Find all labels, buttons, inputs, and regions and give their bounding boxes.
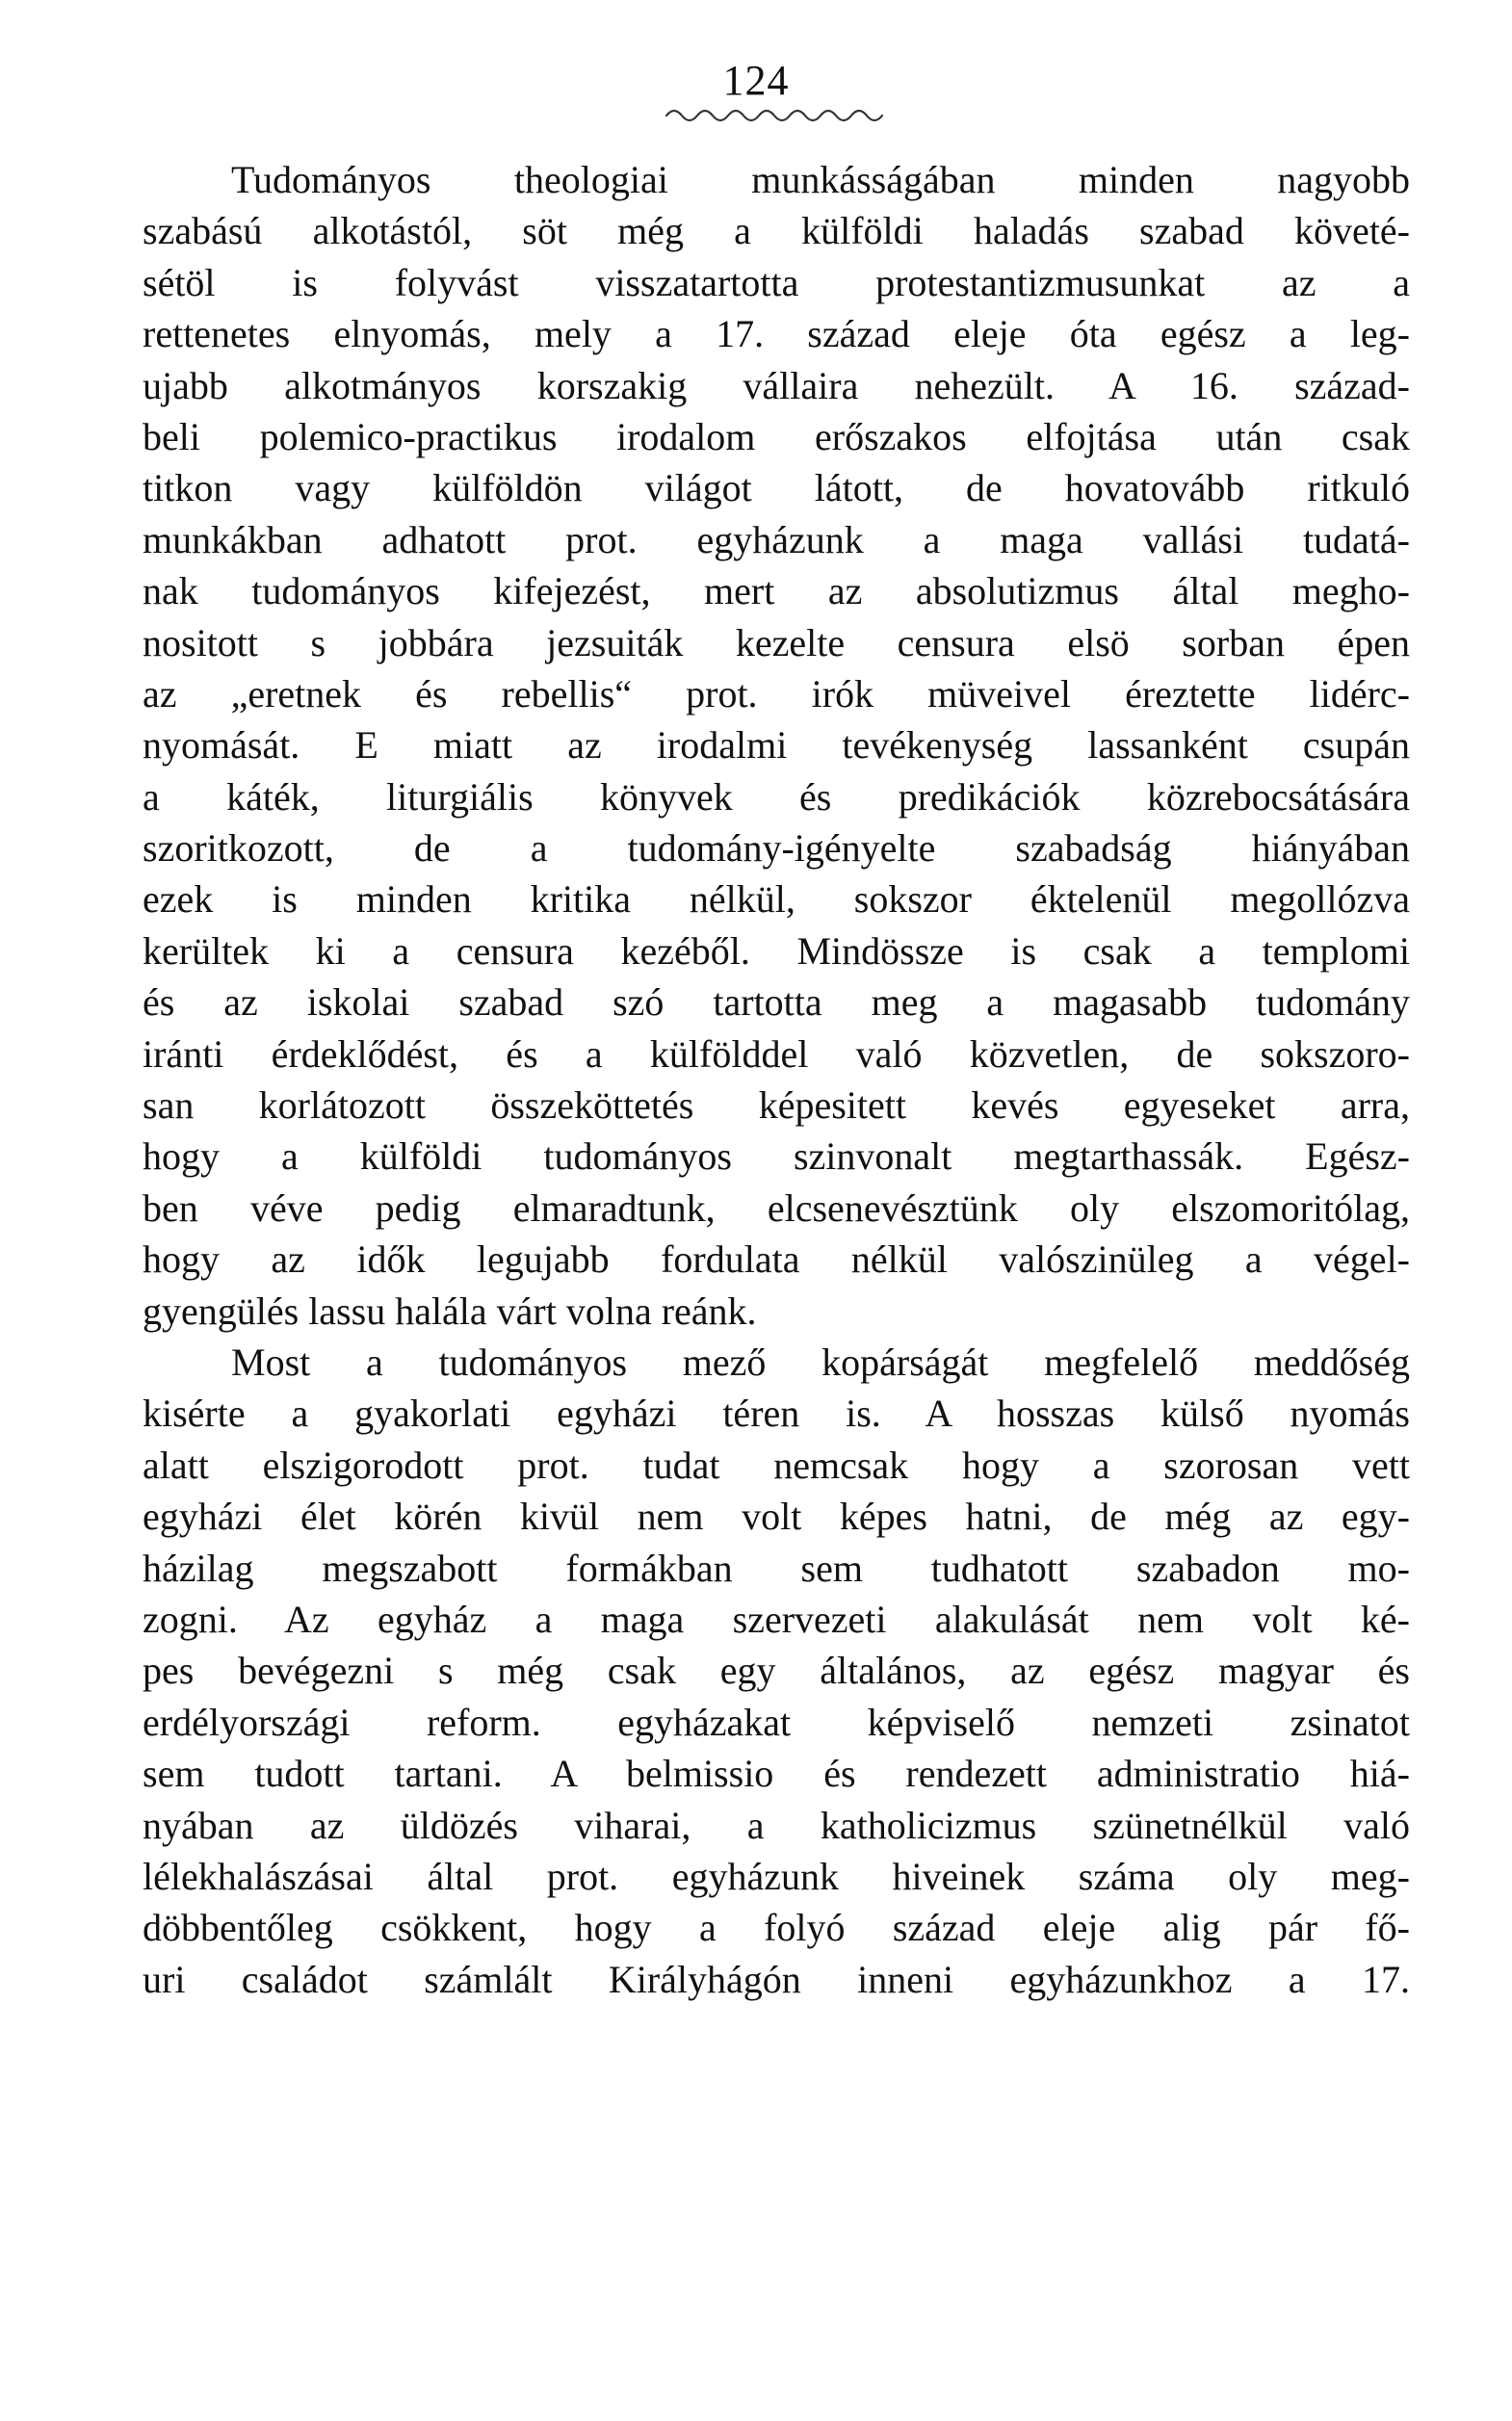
text-line: nyában az üldözés viharai, a katholicizmus szünetnélkül való [143,1803,1410,1847]
text-line: sétöl is folyvást visszatartotta protestantizmusunkat az a [143,260,1410,304]
text-line: ujabb alkotmányos korszakig vállaira nehezült. A 16. század- [143,363,1410,407]
text-line: lélekhalászásai által prot. egyházunk hiveinek száma oly meg- [143,1854,1410,1898]
text-line: san korlátozott összeköttetés képesitett kevés egyeseket arra, [143,1083,1410,1128]
text-line: kerültek ki a censura kezéből. Mindössze is csak a templomi [143,928,1410,973]
text-line: iránti érdeklődést, és a külfölddel való közvetlen, de sokszoro- [143,1031,1410,1076]
text-line: gyengülés lassu halála várt volna reánk. [143,1289,757,1333]
text-line: nak tudományos kifejezést, mert az absolutizmus által megho- [143,569,1410,613]
text-line: munkákban adhatott prot. egyházunk a maga vallási tudatá- [143,517,1410,561]
text-line: erdélyországi reform. egyházakat képviselő nemzeti zsinatot [143,1700,1410,1744]
text-line: hogy a külföldi tudományos szinvonalt megtarthassák. Egész- [143,1134,1410,1179]
text-line: nositott s jobbára jezsuiták kezelte censura elsö sorban épen [143,620,1410,664]
text-line: döbbentőleg csökkent, hogy a folyó század eleje alig pár fő- [143,1906,1410,1950]
text-line: és az iskolai szabad szó tartotta meg a magasabb tudomány [143,980,1410,1025]
text-line: titkon vagy külföldön világot látott, de hovatovább ritkuló [143,466,1410,510]
ornament-icon [665,104,886,125]
text-line: zogni. Az egyház a maga szervezeti alakulását nem volt ké- [143,1597,1410,1641]
text-line: rettenetes elnyomás, mely a 17. század eleje óta egész a leg- [143,312,1410,356]
text-line: Tudományos theologiai munkásságában minden nagyobb [231,158,1410,201]
page-number: 124 [722,57,790,104]
text-line: egyházi élet körén kivül nem volt képes hatni, de még az egy- [143,1495,1410,1539]
text-line: Most a tudományos mező kopárságát megfelelő meddőség [231,1340,1410,1384]
text-line: pes bevégezni s még csak egy általános, az egész magyar és [143,1649,1410,1693]
text-line: szabású alkotástól, söt még a külföldi haladás szabad követé- [143,209,1410,253]
body-text [143,154,1410,2005]
text-line: nyomását. E miatt az irodalmi tevékenység lassanként csupán [143,723,1410,768]
text-line: házilag megszabott formákban sem tudhatott szabadon mo- [143,1546,1410,1590]
text-line: a káték, liturgiális könyvek és predikációk közrebocsátására [143,774,1410,819]
text-line: ben véve pedig elmaradtunk, elcsenevésztünk oly elszomoritólag, [143,1185,1410,1230]
text-line: hogy az idők legujabb fordulata nélkül valószinüleg a végel- [143,1237,1410,1282]
text-line: uri családot számlált Királyhágón inneni egyházunkhoz a 17. [143,1957,1410,2001]
text-line: sem tudott tartani. A belmissio és rendezett administratio hiá- [143,1752,1410,1796]
text-line: szoritkozott, de a tudomány-igényelte szabadság hiányában [143,826,1410,871]
text-line: kisérte a gyakorlati egyházi téren is. A hosszas külső nyomás [143,1392,1410,1436]
text-line: beli polemico-practikus irodalom erőszakos elfojtása után csak [143,414,1410,458]
text-line: ezek is minden kritika nélkül, sokszor éktelenül megollózva [143,877,1410,922]
text-line: az „eretnek és rebellis“ prot. irók müveivel éreztette lidérc- [143,671,1410,716]
text-line: alatt elszigorodott prot. tudat nemcsak hogy a szorosan vett [143,1443,1410,1487]
